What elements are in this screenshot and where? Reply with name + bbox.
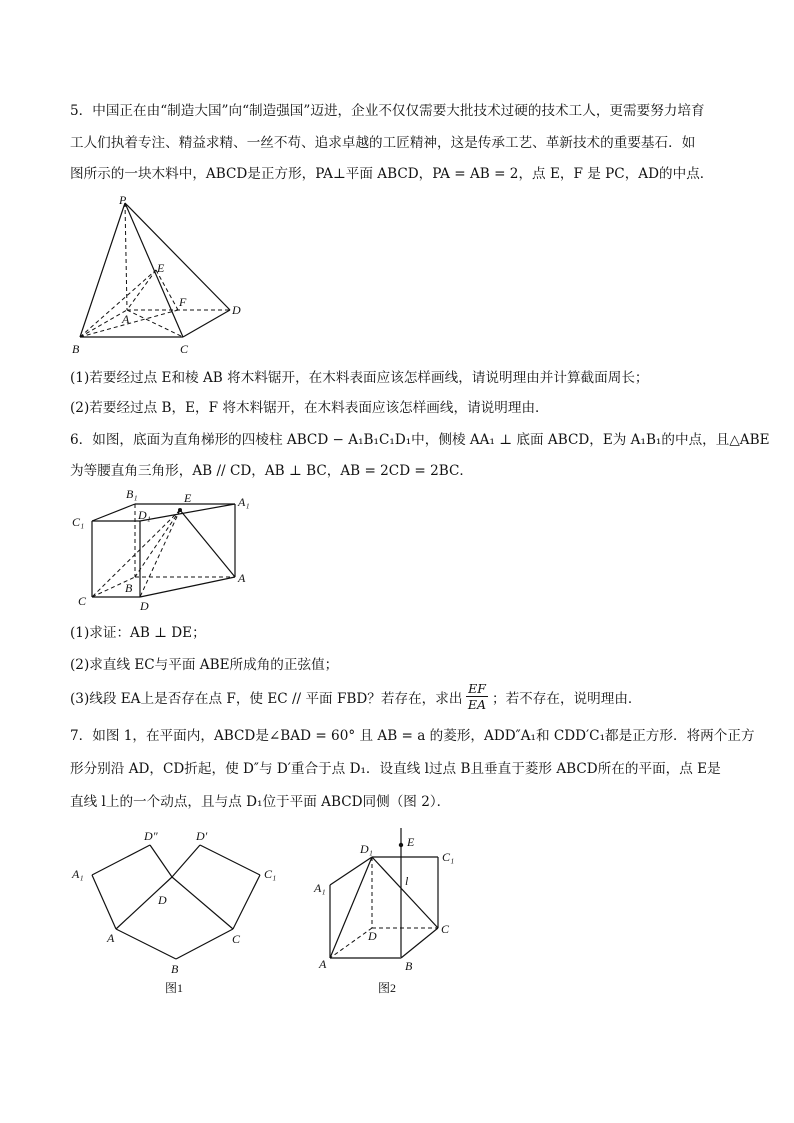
q6-fraction — [466, 681, 488, 712]
label-c1: C₁ — [442, 850, 455, 864]
q5-line-2: 工人们执着专注、精益求精、一丝不苟、追求卓越的工匠精神，这是传承工艺、革新技术的重要基石．如 — [70, 135, 696, 151]
q7-figure-1 — [60, 825, 290, 1000]
seg-ea — [127, 270, 156, 310]
figure-1-caption: 图1 — [165, 981, 184, 995]
q6-sub-3a: (3)线段 EA上是否存在点 F，使 EC // 平面 FBD？若存在，求出 — [70, 691, 463, 707]
point-e — [178, 508, 182, 512]
q6-sub-3b: ；若不存在，说明理由． — [492, 691, 642, 707]
edge-c1c — [233, 875, 260, 929]
edge-d1a — [330, 857, 372, 958]
label-e: E — [157, 261, 165, 275]
edge-bc — [401, 928, 438, 958]
label-b: B — [171, 962, 179, 976]
label-c1: C₁ — [72, 515, 85, 529]
label-c: C — [78, 594, 87, 608]
label-d: D — [232, 303, 241, 317]
edge-aa1 — [92, 875, 116, 929]
label-l: l — [405, 874, 409, 888]
edge-d1c — [372, 857, 438, 928]
figure-2-caption: 图2 — [378, 981, 397, 995]
label-a: A — [122, 312, 130, 326]
label-b: B — [125, 581, 133, 595]
edge-pd — [125, 203, 230, 310]
label-d: D — [140, 599, 149, 613]
label-a: A — [107, 931, 115, 945]
edge-ddp — [172, 845, 200, 877]
edge-a1dpp — [92, 845, 150, 875]
label-dp: D′ — [196, 829, 208, 843]
label-b: B — [72, 342, 80, 356]
edge-da — [140, 577, 235, 597]
q5-pyramid-figure — [60, 190, 260, 360]
label-a: A — [319, 957, 327, 971]
q6-sub-1: (1)求证：AB ⊥ DE； — [70, 625, 206, 641]
seg-ed — [140, 510, 180, 597]
label-b1: B₁ — [126, 487, 138, 501]
label-a1: A₁ — [238, 495, 250, 509]
label-a1: A₁ — [314, 881, 326, 895]
seg-ec — [92, 510, 180, 597]
label-b: B — [405, 959, 413, 973]
label-dpp: D″ — [144, 829, 158, 843]
edge-ab — [116, 929, 176, 959]
label-c1: C₁ — [264, 867, 277, 881]
edge-pc — [125, 203, 183, 337]
label-d: D — [158, 893, 167, 907]
q5-line-3: 图所示的一块木料中，ABCD是正方形，PA⊥平面 ABCD，PA = AB = 2，点 E，F 是 PC，AD的中点． — [70, 166, 714, 182]
label-c: C — [232, 932, 241, 946]
label-e: E — [407, 835, 415, 849]
label-d1: D₁ — [360, 842, 373, 856]
label-a1: A₁ — [72, 867, 84, 881]
q6-fraction-denominator: EA — [467, 697, 487, 712]
label-c: C — [180, 342, 189, 356]
point-e — [399, 843, 403, 847]
label-p: P — [119, 193, 127, 207]
label-e: E — [184, 491, 192, 505]
q6-sub-2: (2)求直线 EC与平面 ABE所成角的正弦值； — [70, 657, 339, 673]
label-c: C — [441, 922, 450, 936]
edge-c1b1 — [92, 504, 135, 521]
edge-cb — [176, 929, 233, 959]
q7-figure-2 — [310, 825, 480, 1000]
label-d: D — [368, 929, 377, 943]
q5-sub-1: (1)若要经过点 E和棱 AB 将木料锯开，在木料表面应该怎样画线，请说明理由并计算截面周长； — [70, 370, 649, 386]
seg-ea — [180, 510, 235, 577]
q6-line-2: 为等腰直角三角形，AB // CD，AB ⊥ BC，AB = 2CD = 2BC． — [70, 463, 474, 479]
q7-line-1: 7．如图 1，在平面内，ABCD是∠BAD = 60° 且 AB = a 的菱形，ADD″A₁和 CDD′C₁都是正方形．将两个正方 — [70, 728, 755, 744]
q6-fraction-numerator: EF — [466, 681, 488, 697]
edge-ba — [80, 310, 127, 337]
label-d1: D₁ — [138, 508, 151, 522]
edge-ac — [127, 310, 183, 337]
label-f: F — [179, 295, 187, 309]
q6-prism-figure — [60, 482, 270, 622]
seg-ef — [156, 270, 178, 310]
q5-sub-2: (2)若要经过点 B，E，F 将木料锯开，在木料表面应该怎样画线，请说明理由． — [70, 400, 549, 416]
label-a: A — [238, 571, 246, 585]
q7-line-3: 直线 l上的一个动点，且与点 D₁位于平面 ABCD同侧（图 2）． — [70, 794, 451, 810]
edge-cd — [183, 310, 230, 337]
edge-dpc1 — [200, 845, 260, 875]
edge-pa — [125, 203, 127, 310]
edge-dc — [172, 877, 233, 929]
edge-dppd — [150, 845, 172, 877]
q5-line-1: 5．中国正在由“制造大国”向“制造强国”迈进，企业不仅仅需要大批技术过硬的技术工人，更需要努力培育 — [70, 103, 705, 119]
q6-line-1: 6．如图，底面为直角梯形的四棱柱 ABCD − A₁B₁C₁D₁中，侧棱 AA₁ ⊥ 底面 ABCD，E为 A₁B₁的中点，且△ABE — [70, 432, 770, 448]
q7-line-2: 形分别沿 AD，CD折起，使 D″与 D′重合于点 D₁．设直线 l过点 B且垂直于菱形 ABCD所在的平面，点 E是 — [70, 761, 721, 777]
